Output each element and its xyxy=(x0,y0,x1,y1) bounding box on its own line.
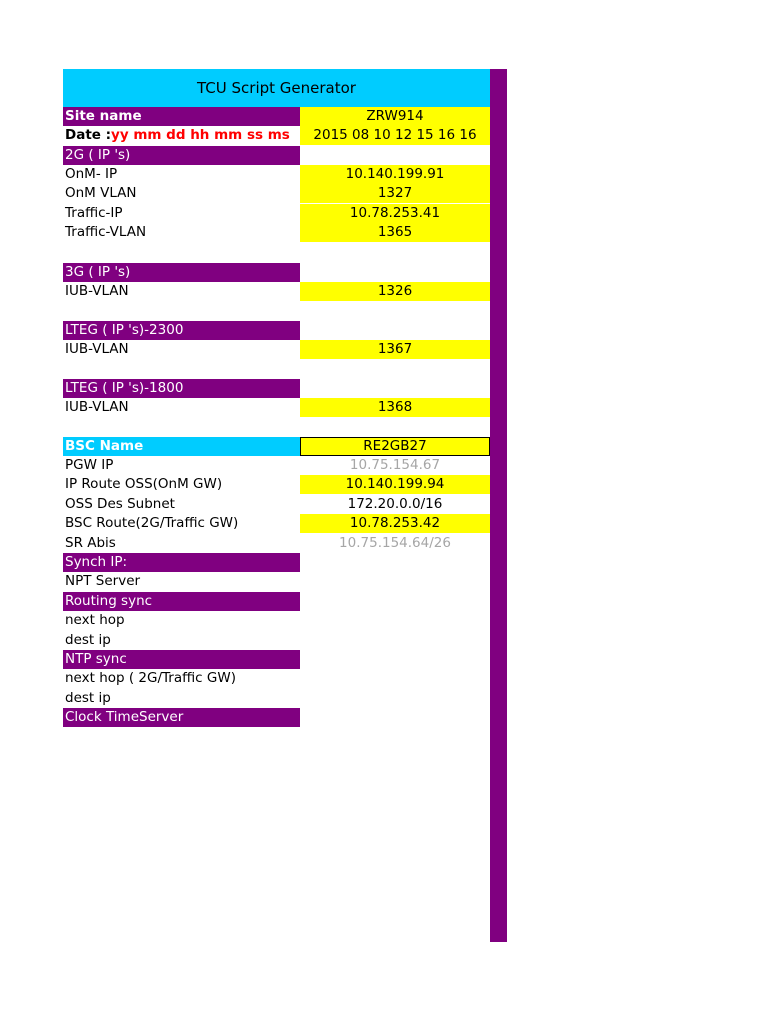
ip-route-oss-cell[interactable]: 10.140.199.94 xyxy=(300,475,490,494)
sr-abis-label: SR Abis xyxy=(65,535,116,551)
sheet-title: TCU Script Generator xyxy=(63,69,490,107)
ntp-dest-ip-cell[interactable] xyxy=(300,689,490,708)
section-lte2300-header xyxy=(63,321,490,340)
table-row xyxy=(63,572,490,591)
bsc-route-cell[interactable]: 10.78.253.42 xyxy=(300,514,490,533)
section-synch-header xyxy=(63,553,490,572)
oss-des-subnet-label: OSS Des Subnet xyxy=(65,496,175,512)
section-routing-header xyxy=(63,592,490,611)
table-row xyxy=(63,165,490,184)
table-row xyxy=(63,340,490,359)
section-clock-header xyxy=(63,708,490,727)
iub-vlan-3g-cell[interactable]: 1326 xyxy=(300,282,490,301)
date-row xyxy=(63,126,490,145)
npt-server-cell[interactable] xyxy=(300,572,490,591)
bsc-name-row xyxy=(63,437,490,456)
ntp-next-hop-label: next hop ( 2G/Traffic GW) xyxy=(65,670,236,686)
table-row xyxy=(63,398,490,417)
onm-vlan-label: OnM VLAN xyxy=(65,185,137,201)
section-ntp-header xyxy=(63,650,490,669)
traffic-vlan-label: Traffic-VLAN xyxy=(65,224,147,240)
date-label-prefix: Date : xyxy=(65,127,112,143)
pgw-ip-cell[interactable]: 10.75.154.67 xyxy=(349,457,441,473)
pgw-ip-label: PGW IP xyxy=(65,457,114,473)
bsc-name-cell[interactable]: RE2GB27 xyxy=(300,437,490,456)
section-3g-header xyxy=(63,263,490,282)
ip-route-oss-label: IP Route OSS(OnM GW) xyxy=(65,476,223,492)
routing-dest-ip-label: dest ip xyxy=(65,632,111,648)
table-row xyxy=(63,282,490,301)
section-lte2300-title: LTEG ( IP 's)-2300 xyxy=(63,321,300,340)
iub-vlan-lte1800-label: IUB-VLAN xyxy=(65,399,129,415)
table-row xyxy=(63,669,490,688)
iub-vlan-3g-label: IUB-VLAN xyxy=(65,283,129,299)
section-3g-title: 3G ( IP 's) xyxy=(63,263,300,282)
ntp-dest-ip-label: dest ip xyxy=(65,690,111,706)
routing-next-hop-label: next hop xyxy=(65,612,125,628)
oss-des-subnet-cell[interactable]: 172.20.0.0/16 xyxy=(347,496,443,512)
routing-dest-ip-cell[interactable] xyxy=(300,631,490,650)
section-routing-title: Routing sync xyxy=(63,592,300,611)
table-row xyxy=(63,223,490,242)
section-clock-title: Clock TimeServer xyxy=(63,708,300,727)
site-name-row xyxy=(63,107,490,126)
section-lte1800-title: LTEG ( IP 's)-1800 xyxy=(63,379,300,398)
site-name-label: Site name xyxy=(63,107,300,126)
onm-vlan-cell[interactable]: 1327 xyxy=(300,184,490,203)
routing-next-hop-cell[interactable] xyxy=(300,611,490,630)
traffic-ip-label: Traffic-IP xyxy=(65,205,123,221)
onm-ip-label: OnM- IP xyxy=(65,166,118,182)
table-row xyxy=(63,456,490,475)
section-2g-title: 2G ( IP 's) xyxy=(63,146,300,165)
date-format-hint: yy mm dd hh mm ss ms xyxy=(111,127,290,143)
section-synch-title: Synch IP: xyxy=(63,553,300,572)
table-row xyxy=(63,184,490,203)
table-row xyxy=(63,611,490,630)
purple-column-bar xyxy=(490,69,507,942)
ntp-next-hop-cell[interactable] xyxy=(300,669,490,688)
bsc-route-label: BSC Route(2G/Traffic GW) xyxy=(65,515,239,531)
traffic-vlan-cell[interactable]: 1365 xyxy=(300,223,490,242)
sr-abis-cell[interactable]: 10.75.154.64/26 xyxy=(339,535,451,551)
site-name-cell[interactable]: ZRW914 xyxy=(300,107,490,126)
table-row xyxy=(63,204,490,223)
table-row xyxy=(63,689,490,708)
bsc-name-label: BSC Name xyxy=(63,437,300,456)
iub-vlan-lte1800-cell[interactable]: 1368 xyxy=(300,398,490,417)
npt-server-label: NPT Server xyxy=(65,573,141,589)
table-row xyxy=(63,534,490,553)
table-row xyxy=(63,631,490,650)
table-row xyxy=(63,514,490,533)
section-2g-header xyxy=(63,146,490,165)
table-row xyxy=(63,475,490,494)
iub-vlan-lte2300-cell[interactable]: 1367 xyxy=(300,340,490,359)
iub-vlan-lte2300-label: IUB-VLAN xyxy=(65,341,129,357)
date-cell[interactable]: 2015 08 10 12 15 16 16 xyxy=(300,126,490,145)
section-ntp-title: NTP sync xyxy=(63,650,300,669)
section-lte1800-header xyxy=(63,379,490,398)
onm-ip-cell[interactable]: 10.140.199.91 xyxy=(300,165,490,184)
table-row xyxy=(63,495,490,514)
traffic-ip-cell[interactable]: 10.78.253.41 xyxy=(300,204,490,223)
date-label xyxy=(63,126,300,145)
